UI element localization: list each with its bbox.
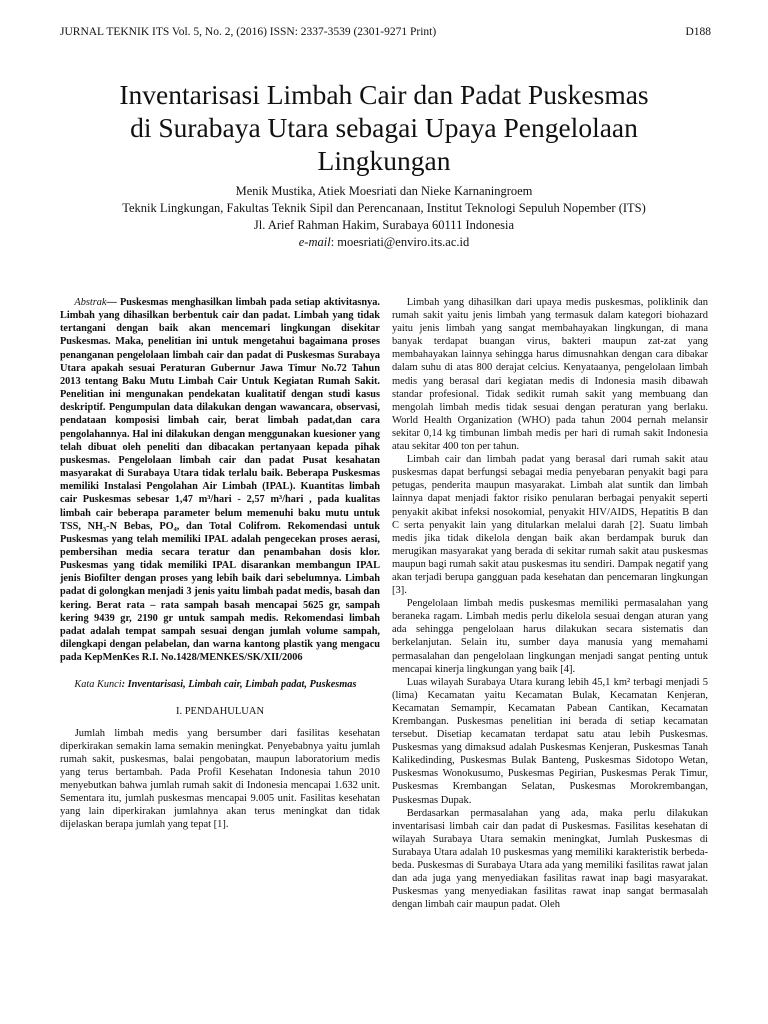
page-number: D188 [685,26,711,38]
keywords-label: Kata Kunci [74,679,122,691]
keywords-text: : Inventarisasi, Limbah cair, Limbah padat, Puskesmas [121,679,357,691]
abstract [60,296,380,664]
body-paragraph: Limbah yang dihasilkan dari upaya medis puskesmas, poliklinik dan rumah sakit yaitu jenis limbah yang termasuk dalam kategori biohazard yaitu jenis limbah yang sangat membahayakan lingkungan, di mana banyak terdapat buangan virus, bakteri maupun zat-zat yang membahayakan lainnya sehingga harus dimusnahkan dengan cara dibakar dalam suhu di atas 800 derajat celcius. Kenyataanya, pengelolaan limbah medis yang berasal dari kegiatan medis di Indonesia masih dibawah standar profesional. Tidak sedikit rumah sakit yang membuang dan mengolah limbah medis tidak sesuai dengan peraturan yang berlaku. World Health Organization (WHO) pada tahun 2004 pernah melansir sekitar 0,14 kg timbunan limbah medis per hari di rumah sakit Indonesia atau sekitar 400 ton per tahun. [392,297,708,453]
section-heading: I. PENDAHULUAN [175,706,265,718]
email-line [60,234,708,251]
affiliation: Teknik Lingkungan, Fakultas Teknik Sipil dan Perencanaan, Institut Teknologi Sepuluh Nopember (ITS) [122,201,646,215]
left-column [60,296,380,831]
authors: Menik Mustika, Atiek Moesriati dan Nieke Karnaningroem [235,184,533,198]
paper-title [40,78,728,177]
right-column [392,296,708,911]
body-paragraph: Berdasarkan permasalahan yang ada, maka perlu dilakukan inventarisasi limbah cair dan padat di Puskesmas. Fasilitas kesehatan di wilayah Surabaya Utara semakin meningkat, Jumlah Puskesmas di Surabaya Utara adalah 10 puskesmas yang memiliki karakteristik berbeda-beda. Puskesmas di Surabaya Utara ada yang memiliki fasilitas rawat jalan dan ada juga yang menyediakan fasilitas rawat inap bagi masyarakat. Puskesmas yang menyediakan fasilitas rawat inap sangat bermasalah dengan limbah cair maupun padat. Oleh [392,807,708,911]
title-line: Lingkungan [317,145,451,176]
address: Jl. Arief Rahman Hakim, Surabaya 60111 Indonesia [253,218,515,232]
body-paragraph: Luas wilayah Surabaya Utara kurang lebih 45,1 km² terbagi menjadi 5 (lima) Kecamatan yaitu Kecamatan Bulak, Kecamatan Kenjeran, Kecamatan Semampir, Kecamatan Pabean Cantikan, Kecamatan Krembangan. Puskesmas penelitian ini berada di setiap kecamatan tersebut. Disetiap kecamatan terdapat satu atau lebih Puskesmas. Puskesmas yang dimaksud adalah Puskesmas Kenjeran, Puskesmas Tanah Kalikedinding, Puskesmas Bulak Banteng, Puskesmas Sidotopo Wetan, Puskesmas Wonokusumo, Puskesmas Pegirian, Puskesmas Perak Timur, Puskesmas Krembangan Selatan, Puskesmas Morokrembangan, Puskesmas Dupak. [392,676,708,806]
journal-running-head: JURNAL TEKNIK ITS Vol. 5, No. 2, (2016) ISSN: 2337-3539 (2301-9271 Print) [60,26,437,38]
email-label: e-mail [298,235,331,249]
body-paragraph: Pengelolaan limbah medis puskesmas memiliki permasalahan yang beraneka ragam. Limbah medis perlu dikelola sesuai dengan aturan yang ada sehingga pengelolaan harus dilakukan secara sistematis dan berkelanjutan. Selain itu, sumber daya manusia yang memahami permasalahan dan pengelolaan lingkungan menjadi sangat penting untuk mencapai kinerja lingkungan yang baik [4]. [392,598,708,675]
abstract-label: Abstrak [74,297,107,308]
keywords [60,678,380,691]
abstract-text: — Puskesmas menghasilkan limbah pada setiap aktivitasnya. Limbah yang dihasilkan berbentuk cair dan padat. Limbah yang tidak tertangani dengan baik akan mencemari lingkungan disekitar Puskesmas. Maka, penelitian ini untuk mengetahui bagaimana proses penanganan pengelolaan limbah cair dan padat di Puskesmas Surabaya Utara apakah sesuai Peraturan Gubernur Jawa Timur No.72 Tahun 2013 tentang Baku Mutu Limbah Cair Untuk Kegiatan Rumah Sakit. Penelitian ini mengunakan pendekatan kualitatif dengan studi kasus deskriptif. Pengumpulan data dilakukan dengan wawancara, observasi, pendataan komposisi limbah cair, berat limbah padat,dan cara pengolahannya. Hal ini dilakukan dengan menggunakan kuesioner yang telah dibuat oleh peneliti dan dibacakan pertanyaan kepada pihak puskesmas. Pengelolaan limbah cair dan padat Pusat kesahatan masyarakat di Surabaya Utara tidak terlalu baik. Beberapa Puskesmas memiliki Instalasi Pengolahan Air Limbah (IPAL). Kuantitas limbah cair Puskesmas sebesar 1,47 m³/hari - 2,57 m³/hari , pada kualitas limbah cair beberapa parameter belum memenuhi baku mutu untuk TSS, NH₃-N Bebas, PO₄, dan Total Colifrom. Rekomendasi untuk Puskesmas yang telah memiliki IPAL adalah pengecekan proses aerasi, pembersihan media secara teratur dan penambahan dosis klor. Puskesmas yang tidak memiliki IPAL disarankan membangun IPAL jenis Biofilter dengan proses yang lebih baik dari sebelumnya. Limbah padat di golongkan menjadi 3 jenis yaitu limbah padat medis, basah dan kering. Berat rata – rata sampah basah mencapai 5625 gr, sampah kering 9439 gr, 2190 gr untuk sampah medis. Rekomendasi limbah padat adalah tempat sampah sesuai dengan jumlah volume sampah, dilengkapi dengan pelabelan, dan warna kantong plastik yang mengacu pada KepMenKes R.I. No.1428/MENKES/SK/XII/2006 [60,297,380,664]
title-line: di Surabaya Utara sebagai Upaya Pengelolaan [130,112,638,143]
email-address: : moesriati@enviro.its.ac.id [330,235,470,249]
title-line: Inventarisasi Limbah Cair dan Padat Puskesmas [119,79,649,110]
body-paragraph: Limbah cair dan limbah padat yang berasal dari rumah sakit atau puskesmas dapat berfungsi sebagai media penyebaran penyakit bagi para petugas, penderita maupun masyarakat. Limbah alat suntik dan limbah lainnya dapat menjadi faktor risiko penularan berbagai penyakit seperti penyakit akibat infeksi nosokomial, penyakit HIV/AIDS, Hepatitis B dan C serta penyakit lain yang ditularkan melalui darah [2]. Suatu limbah medis jika tidak dikelola dengan baik akan berdampak buruk dan merugikan masyarakat yang berada di sekitar rumah sakit atau puskesmas maupun bagi rumah sakit atau puskesmas itu sendiri. Dampak negatif yang akan terjadi berupa gangguan pada kesehatan dan pencemaran lingkungan [3]. [392,454,708,597]
author-block [60,183,708,251]
intro-paragraph: Jumlah limbah medis yang bersumber dari fasilitas kesehatan diperkirakan semakin lama semakin meningkat. Penyebabnya yaitu jumlah rumah sakit, puskesmas, balai pengobatan, maupun laboratorium medis yang terus bertambah. Pada Profil Kesehatan Indonesia tahun 2010 menyebutkan bahwa jumlah rumah sakit di Indonesia mencapai 1.632 unit. Sementara itu, jumlah puskesmas mencapai 9.005 unit. Fasilitas kesehatan yang lain diperkirakan jumlahnya akan terus meningkat dan tidak dijelaskan berapa jumlah yang tepat [1]. [60,727,380,831]
